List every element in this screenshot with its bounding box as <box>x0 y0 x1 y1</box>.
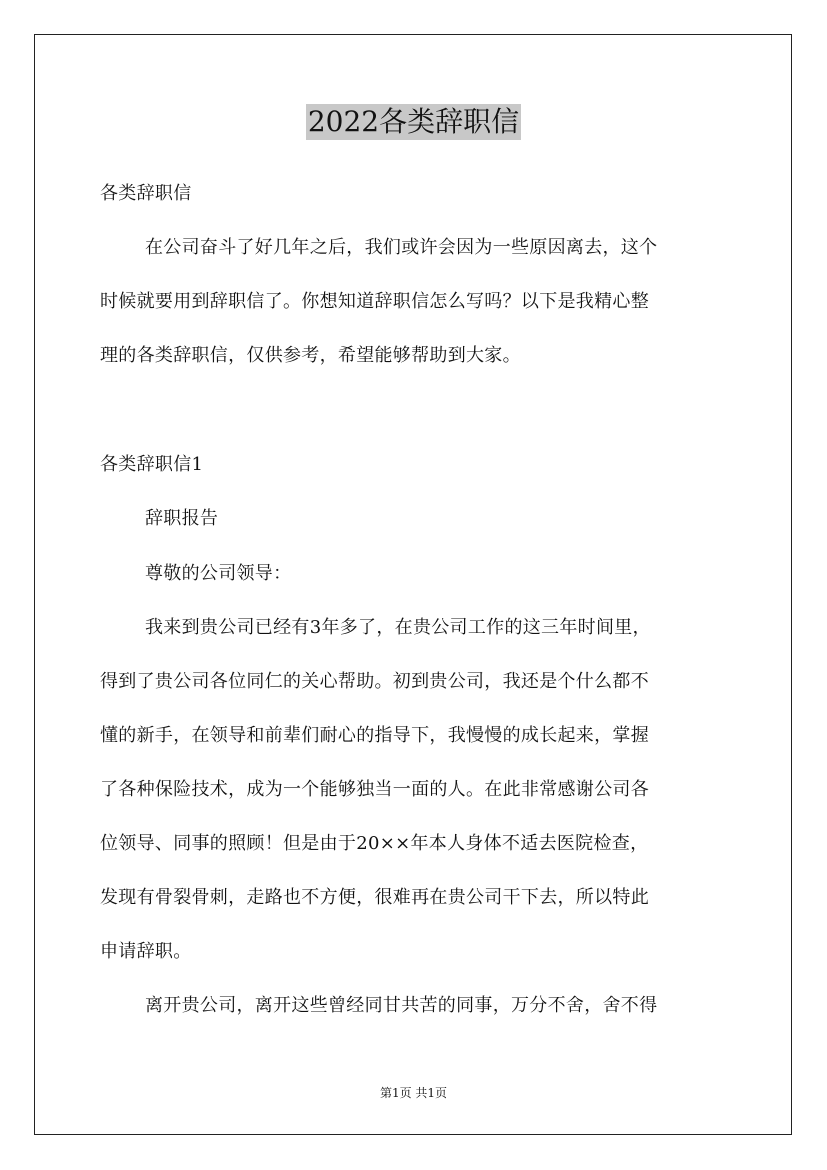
body-line: 我来到贵公司已经有3年多了，在贵公司工作的这三年时间里， <box>145 617 651 638</box>
report-title: 辞职报告 <box>145 508 219 529</box>
title-container <box>0 104 827 140</box>
body-line: 申请辞职。 <box>100 941 192 962</box>
intro-line: 理的各类辞职信，仅供参考，希望能够帮助到大家。 <box>100 345 521 366</box>
intro-line: 在公司奋斗了好几年之后，我们或许会因为一些原因离去，这个 <box>145 237 658 258</box>
document-title: 2022各类辞职信 <box>307 105 520 138</box>
body-line: 位领导、同事的照顾！但是由于20××年本人身体不适去医院检查， <box>100 833 649 854</box>
intro-line: 时候就要用到辞职信了。你想知道辞职信怎么写吗？以下是我精心整 <box>100 291 649 312</box>
body-line: 了各种保险技术，成为一个能够独当一面的人。在此非常感谢公司各 <box>100 779 649 800</box>
intro-heading: 各类辞职信 <box>100 183 192 204</box>
body-line: 发现有骨裂骨刺，走路也不方便，很难再在贵公司干下去，所以特此 <box>100 887 649 908</box>
body-line: 得到了贵公司各位同仁的关心帮助。初到贵公司，我还是个什么都不 <box>100 671 649 692</box>
page-number: 第1页 共1页 <box>379 1086 448 1100</box>
salutation: 尊敬的公司领导： <box>145 563 292 584</box>
section-heading: 各类辞职信1 <box>100 454 204 475</box>
body-line-last: 离开贵公司，离开这些曾经同甘共苦的同事，万分不舍，舍不得 <box>145 995 658 1016</box>
body-line: 懂的新手，在领导和前辈们耐心的指导下，我慢慢的成长起来，掌握 <box>100 725 649 746</box>
